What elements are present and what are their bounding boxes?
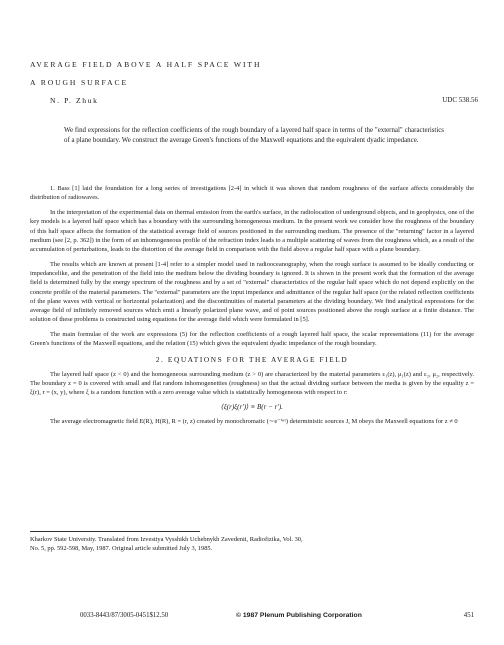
paragraph-6: The average electromagnetic field E(R), H(R), R = (r, z) created by monochromatic (∼e⁻ⁱʷᵗ) deterministic sources J, M obeys the Maxwell equations for z ≠ 0 xyxy=(50,418,458,426)
article-title xyxy=(30,56,430,92)
title-line-1: AVERAGE FIELD ABOVE A HALF SPACE WITH xyxy=(30,60,262,69)
page-number: 451 xyxy=(463,612,474,619)
author-name: N. P. Zhuk xyxy=(50,96,99,105)
footnote-divider xyxy=(30,531,200,532)
copyright-notice: © 1987 Plenum Publishing Corporation xyxy=(236,612,362,619)
udc-code: UDC 538.56 xyxy=(442,96,478,104)
article-body xyxy=(30,184,474,432)
section-2-heading: 2. EQUATIONS FOR THE AVERAGE FIELD xyxy=(155,354,349,364)
paragraph-3: The results which are known at present [1-4] refer to a simpler model used in radiooceanography, when the rough surface is assumed to be ideally conducting or impedancelike, and the penetration of the field into the medium below the dividing boundary is ignored. It is shown in the present work that the formation of the average field is determined fully by the energy spectrum of the roughness and by a set of "external" characteristics of the regular half space which do not depend explicitly on the concrete profile of the material parameters. The "external" parameters are the input impedance and admittance of the regular half space (or the related reflection coefficients of the plane waves with vertical or horizontal polarization) and the discontinuities of material parameters at the dividing boundary. We find analytical expressions for the average field of infinitely removed sources which emit a linearly polarized plane wave, and of point sources positioned above the rough surface at a finite distance. The solution of these problems is constructed using equations for the average field which were formulated in [5]. xyxy=(30,261,474,324)
paragraph-5: The layered half space (z < 0) and the homogeneous surrounding medium (z > 0) are characterized by the material parameters ε₁(z), μ₁(z) and ε₂, μ₂, respectively. The boundary z = 0 is covered with small and flat random inhomogeneities (roughness) so that the actual dividing surface between the media is given by the equality z = ξ(r), r = (x, y), where ξ is a random function with a zero average value which is statistically homogeneous with respect to r: xyxy=(30,370,474,396)
footnote-line-2: No. 5, pp. 592-598, May, 1987. Original article submitted July 3, 1985. xyxy=(30,545,213,552)
footnote xyxy=(30,535,474,553)
footnote-line-1: Kharkov State University. Translated from Izvestiya Vysshikh Uchebnykh Zavedenii, Radiofizika, Vol. 30, xyxy=(30,536,303,543)
title-line-2: A ROUGH SURFACE xyxy=(30,78,128,87)
abstract: We find expressions for the reflection coefficients of the rough boundary of a layered half space in terms of the "external" characteristics of a plane boundary. We construct the average Green's functions of the Maxwell equations and the equivalent dyadic impedance. xyxy=(64,127,444,144)
equation-correlation: ⟨ξ(r)ξ(r′)⟩ ≡ B(r − r′). xyxy=(221,403,283,412)
paragraph-1: 1. Bass [1] laid the foundation for a long series of investigations [2-4] in which it was shown that random roughness of the surface affects considerably the distribution of radiowaves. xyxy=(30,185,474,202)
paragraph-2: In the interpretation of the experimental data on thermal emission from the earth's surface, in the radiolocation of underground objects, and in geophysics, one of the key models is a layered half space which has a boundary with the surrounding homogeneous medium. In the present work we consider how the roughness of the boundary of this half space affects the formation of the statistical average field of sources positioned in the surrounding medium. The presence of the "returning" factor in a layered medium (see [2, p. 362]) in the form of an inhomogeneous profile of the refraction index leads to a multiple scattering of waves from the roughness which, as a result of the accumulation of perturbations, leads to the distortion of the average field in comparison with the field above a regular half space with a plane boundary. xyxy=(30,209,474,253)
paragraph-4: The main formulae of the work are expressions (5) for the reflection coefficients of a rough layered half space, the scalar representations (11) for the average Green's functions of the Maxwell equations, and the relation (15) which gives the equivalent dyadic impedance of the rough boundary. xyxy=(30,331,474,348)
publication-code: 0033-8443/87/3005-0451$12.50 xyxy=(80,612,169,619)
